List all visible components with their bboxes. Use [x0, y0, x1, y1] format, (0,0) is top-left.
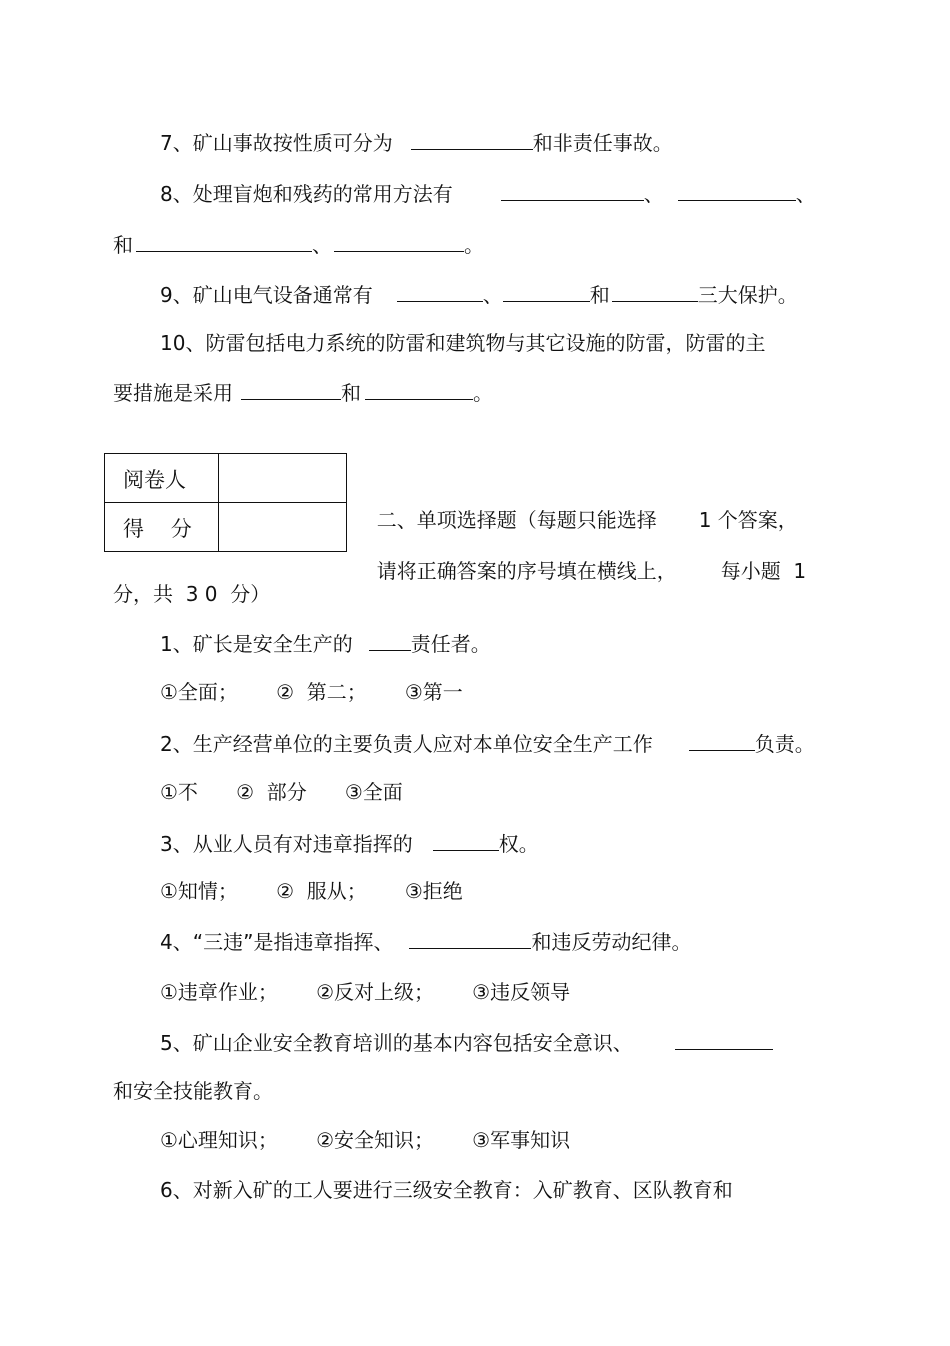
choice-question-4-tail: 和违反劳动纪律。	[531, 930, 692, 954]
question-8-line-2	[113, 231, 484, 258]
section-two-heading-line-1	[364, 481, 798, 533]
answer-blank[interactable]	[409, 928, 531, 949]
choice-question-4-options: ①违章作业； ②反对上级； ③违反领导	[160, 980, 571, 1004]
choice-question-4-text: 4、“三违”是指违章指挥、	[160, 930, 394, 954]
choice-question-3-options: ①知情； ② 服从； ③拒绝	[160, 879, 463, 903]
choice-question-5-options: ①心理知识； ②安全知识； ③军事知识	[160, 1128, 571, 1152]
question-9	[160, 281, 798, 308]
separator: 、	[795, 182, 816, 206]
score-label: 得 分	[123, 517, 192, 541]
choice-question-5-line-2: 和安全技能教育。	[113, 1079, 273, 1103]
choice-question-1-tail: 责任者。	[410, 632, 491, 656]
choice-question-2-text: 2、生产经营单位的主要负责人应对本单位安全生产工作	[160, 732, 653, 756]
reviewer-field[interactable]	[220, 454, 346, 501]
separator: 、	[482, 283, 503, 307]
choice-question-5-text: 5、矿山企业安全教育培训的基本内容包括安全意识、	[160, 1031, 633, 1055]
answer-blank[interactable]	[612, 281, 698, 302]
reviewer-label: 阅卷人	[123, 468, 186, 492]
question-7	[160, 129, 673, 156]
choice-question-6: 6、对新入矿的工人要进行三级安全教育：入矿教育、区队教育和	[160, 1178, 733, 1202]
section-two-title: 二、单项选择题（每题只能选择	[376, 508, 657, 532]
question-8-text: 8、处理盲炮和残药的常用方法有	[160, 182, 453, 206]
answer-blank[interactable]	[369, 630, 411, 651]
choice-question-2-options: ①不 ② 部分 ③全面	[160, 780, 403, 804]
section-two-heading-line-3: 分，共 3 0 分）	[113, 582, 271, 606]
table-divider	[105, 502, 346, 503]
choice-question-1	[160, 630, 491, 657]
question-9-text: 9、矿山电气设备通常有	[160, 283, 373, 307]
answer-blank[interactable]	[433, 830, 499, 851]
question-7-tail: 和非责任事故。	[532, 131, 673, 155]
choice-question-3-tail: 权。	[498, 832, 539, 856]
period: 。	[464, 233, 484, 257]
question-8-text-2: 和	[113, 233, 133, 257]
separator: 、	[643, 182, 664, 206]
conjunction: 和	[589, 283, 610, 307]
question-7-text: 7、矿山事故按性质可分为	[160, 131, 393, 155]
separator: 、	[312, 233, 332, 257]
choice-question-1-options: ①全面； ② 第二； ③第一	[160, 680, 463, 704]
conjunction: 和	[341, 381, 361, 405]
choice-question-5	[160, 1029, 773, 1056]
choice-question-2	[160, 730, 815, 757]
answer-blank[interactable]	[689, 730, 755, 751]
choice-question-1-text: 1、矿长是安全生产的	[160, 632, 353, 656]
choice-question-3-text: 3、从业人员有对违章指挥的	[160, 832, 413, 856]
question-10: 10、防雷包括电力系统的防雷和建筑物与其它设施的防雷，防雷的主	[160, 331, 766, 355]
answer-blank[interactable]	[678, 180, 796, 201]
choice-question-3	[160, 830, 539, 857]
answer-blank[interactable]	[241, 379, 341, 400]
section-two-points: 每小题 1	[720, 559, 807, 583]
choice-question-2-tail: 负责。	[754, 732, 815, 756]
question-10-line-2	[113, 379, 493, 406]
question-9-tail: 三大保护。	[697, 283, 798, 307]
grader-score-table	[104, 453, 347, 552]
answer-blank[interactable]	[136, 231, 312, 252]
choice-question-4	[160, 928, 691, 955]
answer-blank[interactable]	[365, 379, 473, 400]
question-8	[160, 180, 816, 207]
answer-blank[interactable]	[503, 281, 590, 302]
question-10-text-2: 要措施是采用	[113, 381, 233, 405]
answer-blank[interactable]	[501, 180, 644, 201]
score-field[interactable]	[220, 504, 346, 551]
answer-blank[interactable]	[397, 281, 483, 302]
period: 。	[473, 381, 493, 405]
section-two-heading-line-2	[364, 532, 806, 584]
section-two-instruction: 请将正确答案的序号填在横线上，	[376, 559, 677, 583]
answer-blank[interactable]	[675, 1029, 773, 1050]
section-two-title-cont: 1 个答案，	[698, 508, 798, 532]
answer-blank[interactable]	[411, 129, 533, 150]
answer-blank[interactable]	[334, 231, 464, 252]
